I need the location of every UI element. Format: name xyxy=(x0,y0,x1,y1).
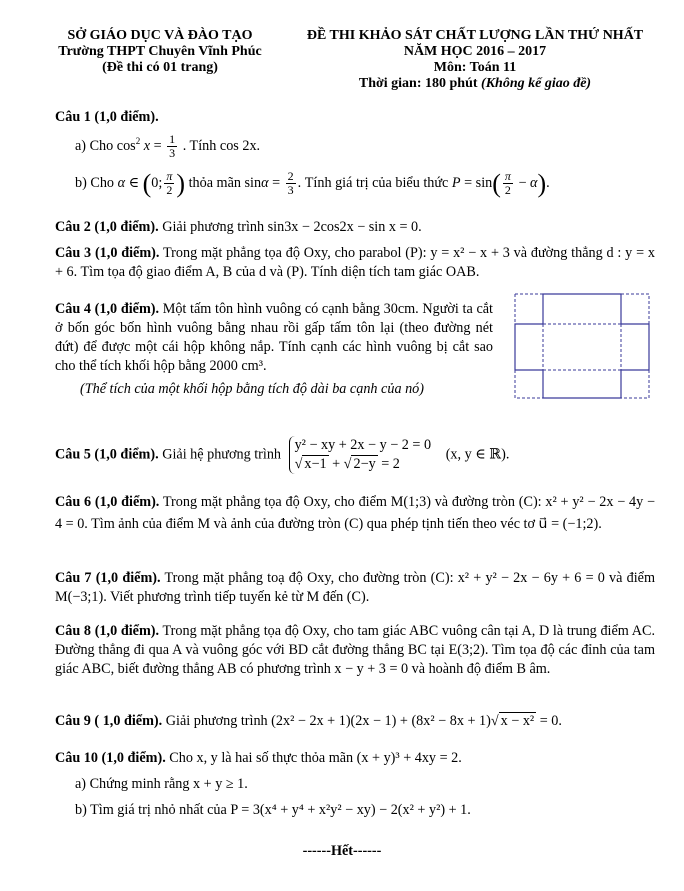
header-exam xyxy=(290,28,660,92)
org-line1: SỞ GIÁO DỤC VÀ ĐÀO TẠO xyxy=(67,28,253,43)
q1-part-a: a) Cho $\cos^2 x$ = $\frac{1}{3}$ . Tính cos 2x. xyxy=(75,132,261,160)
fold-lines xyxy=(543,324,621,370)
q10-part-a: a) Chứng minh rằng x + y ≥ 1. xyxy=(75,776,248,792)
question-4: Câu 4 (1,0 điểm). Một tấm tôn hình vuông có cạnh bằng 30cm. Người ta cắt ở bốn góc bốn hình vuông bằng nhau rồi gấp tấm tôn lại (theo đường nét đứt) để được một cái hộp không nắp. Tính cạnh các hình vuông bị cắt sao cho thể tích khối hộp bằng 2000 cm³. xyxy=(55,301,493,374)
exam-line2: NĂM HỌC 2016 – 2017 xyxy=(403,44,547,59)
q4-note: (Thể tích của một khối hộp bằng tích độ dài ba cạnh của nó) xyxy=(80,381,424,397)
question-8: Câu 8 (1,0 điểm). Trong mặt phẳng tọa độ Oxy, cho tam giác ABC vuông cân tại A, D là trung điểm AC. Đường thẳng đi qua A và vuông góc với BD cắt đường thẳng BC tại E(3;2). Tìm tọa độ các đỉnh của tam giác ABC, biết đường thẳng AB có phương trình x − y + 3 = 0 và hoành độ điểm B âm. xyxy=(55,623,655,677)
cut-corner-tl xyxy=(515,294,543,324)
question-5: Câu 5 (1,0 điểm). Giải hệ phương trình y² − xy + 2x − y − 2 = 0 √ x−1 + √ 2−y = 2 (x, y ∈ ℝ). xyxy=(55,437,510,472)
cut-corner-tr xyxy=(621,294,649,324)
q1-title: Câu 1 (1,0 điểm). xyxy=(55,109,159,125)
question-6: Câu 6 (1,0 điểm). Trong mặt phẳng tọa độ Oxy, cho điểm M(1;3) và đường tròn (C): x² + y² − 2x − 4y − 4 = 0. Tìm ảnh của điểm M và ảnh của đường tròn (C) qua phép tịnh tiến theo véc tơ u⃗ = (−1;2). xyxy=(55,494,655,532)
sheet-outline xyxy=(515,294,649,398)
cut-corner-br xyxy=(621,370,649,398)
tin-sheet-figure xyxy=(512,290,652,402)
exam-time: Thời gian: 180 phút (Không kể giao đề) xyxy=(358,76,592,91)
org-line2: Trường THPT Chuyên Vĩnh Phúc xyxy=(58,44,262,59)
header-org xyxy=(40,28,280,76)
question-2: Câu 2 (1,0 điểm). Giải phương trình sin3x − 2cos2x − sin x = 0. xyxy=(55,219,422,235)
q1-part-b: b) Cho α ∈ (0; $\frac{\pi}{2}$ ) thỏa mãn sinα = $\frac{2}{3}$ . Tính giá trị của biểu thức P = sin( $\frac{\pi}{2}$ − α). xyxy=(75,169,550,198)
q10-part-b: b) Tìm giá trị nhỏ nhất của P = 3(x⁴ + y⁴ + x²y² − xy) − 2(x² + y²) + 1. xyxy=(75,802,471,818)
end-marker: ------Hết------ xyxy=(302,843,382,859)
question-1 xyxy=(55,108,655,127)
question-10: Câu 10 (1,0 điểm). Cho x, y là hai số thực thỏa mãn (x + y)³ + 4xy = 2. xyxy=(55,750,462,766)
question-3: Câu 3 (1,0 điểm). Trong mặt phẳng tọa độ Oxy, cho parabol (P): y = x² − x + 3 và đường thẳng d : y = x + 6. Tìm tọa độ giao điểm A, B của d và (P). Tính diện tích tam giác OAB. xyxy=(55,245,655,280)
cut-corner-bl xyxy=(515,370,543,398)
org-line3: (Đề thi có 01 trang) xyxy=(102,60,218,75)
question-7: Câu 7 (1,0 điểm). Trong mặt phẳng toạ độ Oxy, cho đường tròn (C): x² + y² − 2x − 6y + 6 = 0 và điểm M(−3;1). Viết phương trình tiếp tuyến kẻ từ M đến (C). xyxy=(55,570,655,605)
question-9: Câu 9 ( 1,0 điểm). Giải phương trình (2x² − 2x + 1)(2x − 1) + (8x² − 8x + 1)√ x − x² = 0. xyxy=(55,713,562,729)
equation-system: y² − xy + 2x − y − 2 = 0 √ x−1 + √ 2−y = 2 xyxy=(289,436,431,474)
exam-line3: Môn: Toán 11 xyxy=(433,60,517,75)
exam-line1: ĐỀ THI KHẢO SÁT CHẤT LƯỢNG LẦN THỨ NHẤT xyxy=(306,28,644,43)
